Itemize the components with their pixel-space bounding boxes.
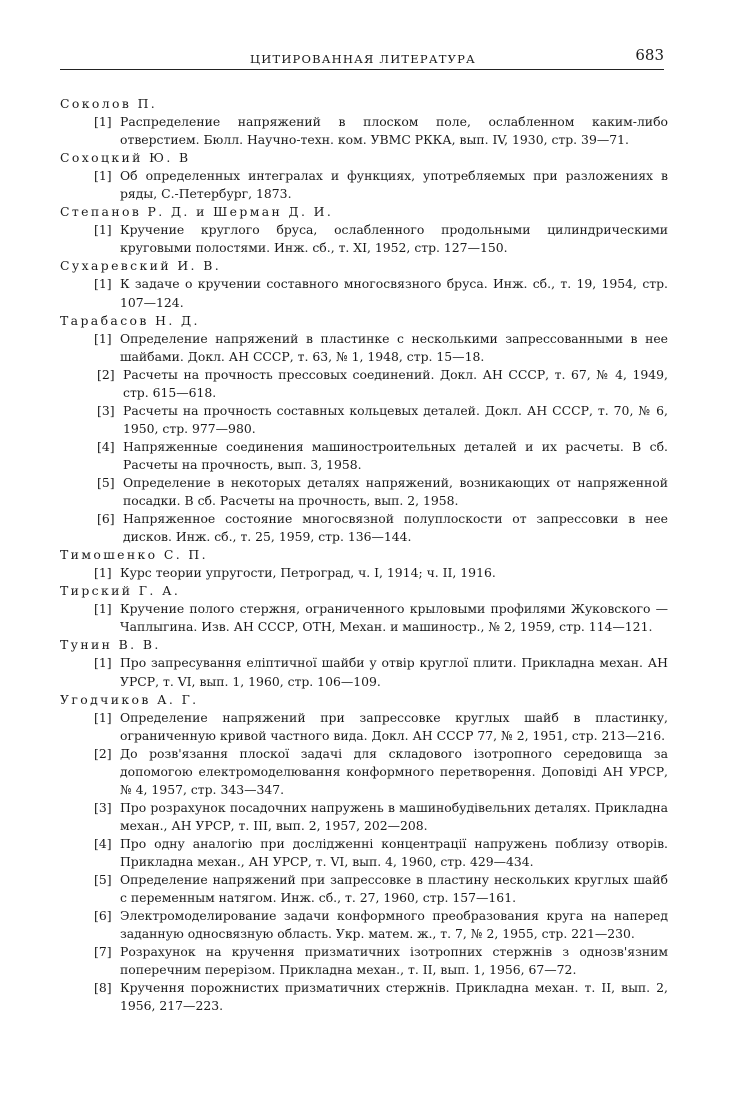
reference-item [60,221,668,257]
author-name: Тимошенко С. П. [60,547,208,563]
reference-item [60,474,668,510]
reference-number: [1] [94,330,112,346]
reference-number: [3] [97,402,115,418]
reference-item [60,402,668,438]
reference-text: Кручення порожнистих призматичних стержнів. Прикладна механ. т. II, вып. 2, 1956, 217—223. [120,980,668,1014]
reference-number: [7] [94,944,112,960]
reference-number: [1] [94,709,112,725]
reference-number: [2] [97,366,115,382]
reference-number: [3] [94,799,112,815]
reference-text: Про розрахунок посадочних напружень в машинобудівельних деталях. Прикладна механ., АН УРСР, т. III, вып. 2, 1957, 202—208. [120,799,668,833]
author-entry [60,546,668,582]
reference-number: [6] [97,511,115,527]
author-entry [60,95,668,149]
reference-item [60,979,668,1015]
page-number: 683 [635,46,664,64]
reference-text: Напряженные соединения машиностроительных деталей и их расчеты. В сб. Расчеты на прочность, вып. 3, 1958. [123,438,668,472]
author-name: Сохоцкий Ю. В [60,150,191,166]
author-name: Тунин В. В. [60,637,161,653]
author-name: Степанов Р. Д. и Шерман Д. И. [60,204,334,220]
reference-number: [1] [94,601,112,617]
reference-number: [5] [94,872,112,888]
reference-item [60,835,668,871]
author-entry [60,691,668,1016]
author-entry [60,582,668,636]
reference-text: Определение напряжений при запрессовке в пластину нескольких круглых шайб с переменным натягом. Инж. сб., т. 27, 1960, стр. 157—161. [120,872,668,906]
author-name: Тарабасов Н. Д. [60,312,200,328]
bibliography [60,95,668,1015]
reference-text: Кручение полого стержня, ограниченного крыловыми профилями Жуковского — Чаплыгина. Изв. АН СССР, ОТН, Механ. и машиностр., № 2, 1959, стр. 114—121. [120,601,668,635]
reference-number: [1] [94,114,112,130]
running-title: ЦИТИРОВАННАЯ ЛИТЕРАТУРА [250,52,476,66]
reference-text: Розрахунок на кручення призматичних ізотропних стержнів з однозв'язним поперечним перерізом. Прикладна механ., т. II, вып. 1, 1956, 67—72. [120,944,668,978]
reference-number: [6] [94,908,112,924]
reference-text: До розв'язання плоскої задачі для складового ізотропного середовища за допомогою електромоделювання конформного перетворення. Доповіді АН УРСР, № 4, 1957, стр. 343—347. [120,745,668,797]
header-rule [60,69,664,70]
reference-item [60,510,668,546]
reference-number: [1] [94,168,112,184]
reference-number: [1] [94,222,112,238]
reference-item [60,799,668,835]
reference-item [60,709,668,745]
author-name: Сухаревский И. В. [60,258,222,274]
reference-text: Напряженное состояние многосвязной полуплоскости от запрессовки в нее дисков. Инж. сб., т. 25, 1959, стр. 136—144. [123,511,668,545]
reference-number: [2] [94,745,112,761]
reference-text: Курс теории упругости, Петроград, ч. I, 1914; ч. II, 1916. [120,565,496,581]
reference-number: [1] [94,565,112,581]
reference-item [60,113,668,149]
author-entry [60,149,668,203]
reference-item [60,366,668,402]
reference-text: Распределение напряжений в плоском поле, ослабленном каким-либо отверстием. Бюлл. Научно-техн. ком. УВМС РККА, вып. IV, 1930, стр. 39—71. [120,114,668,148]
reference-number: [8] [94,980,112,996]
reference-number: [4] [94,835,112,851]
reference-item [60,871,668,907]
reference-text: Определение напряжений при запрессовке круглых шайб в пластинку, ограниченную кривой частного вида. Докл. АН СССР 77, № 2, 1951, стр. 213—216. [120,709,668,743]
reference-text: К задаче о кручении составного многосвязного бруса. Инж. сб., т. 19, 1954, стр. 107—124. [120,276,668,310]
reference-item [60,275,668,311]
author-name: Угодчиков А. Г. [60,691,199,707]
page-header [60,44,664,70]
reference-text: Определение напряжений в пластинке с несколькими запрессованными в нее шайбами. Докл. АН СССР, т. 63, № 1, 1948, стр. 15—18. [120,330,668,364]
reference-item [60,167,668,203]
author-entry [60,312,668,547]
author-entry [60,203,668,257]
author-entry [60,636,668,690]
reference-text: Об определенных интегралах и функциях, употребляемых при разложениях в ряды, С.-Петербург, 1873. [120,168,668,202]
reference-item [60,438,668,474]
reference-text: Расчеты на прочность прессовых соединений. Докл. АН СССР, т. 67, № 4, 1949, стр. 615—618. [123,366,668,400]
reference-item [60,654,668,690]
author-entry [60,257,668,311]
reference-text: Про запресування еліптичної шайби у отвір круглої плити. Прикладна механ. АН УРСР, т. VI, вып. 1, 1960, стр. 106—109. [120,655,668,689]
reference-item [60,330,668,366]
reference-number: [1] [94,276,112,292]
reference-text: Определение в некоторых деталях напряжений, возникающих от напряженной посадки. В сб. Расчеты на прочность, вып. 2, 1958. [123,474,668,509]
author-name: Тирский Г. А. [60,583,181,599]
reference-item [60,943,668,979]
author-name: Соколов П. [60,96,158,111]
reference-text: Электромоделирование задачи конформного преобразования круга на наперед заданную односвязную область. Укр. матем. ж., т. 7, № 2, 1955, стр. 221—230. [120,908,668,942]
reference-text: Про одну аналогію при дослідженні концентрації напружень поблизу отворів. Прикладна механ., АН УРСР, т. VI, вып. 4, 1960, стр. 429—434. [120,835,668,869]
reference-item [60,600,668,636]
reference-text: Кручение круглого бруса, ослабленного продольными цилиндрическими круговыми полостями. Инж. сб., т. XI, 1952, стр. 127—150. [120,222,668,256]
reference-number: [4] [97,438,115,454]
reference-item [60,745,668,799]
reference-number: [1] [94,655,112,671]
reference-item [60,564,668,582]
reference-text: Расчеты на прочность составных кольцевых деталей. Докл. АН СССР, т. 70, № 6, 1950, стр. 977—980. [123,402,668,436]
reference-number: [5] [97,474,115,490]
reference-item [60,907,668,943]
